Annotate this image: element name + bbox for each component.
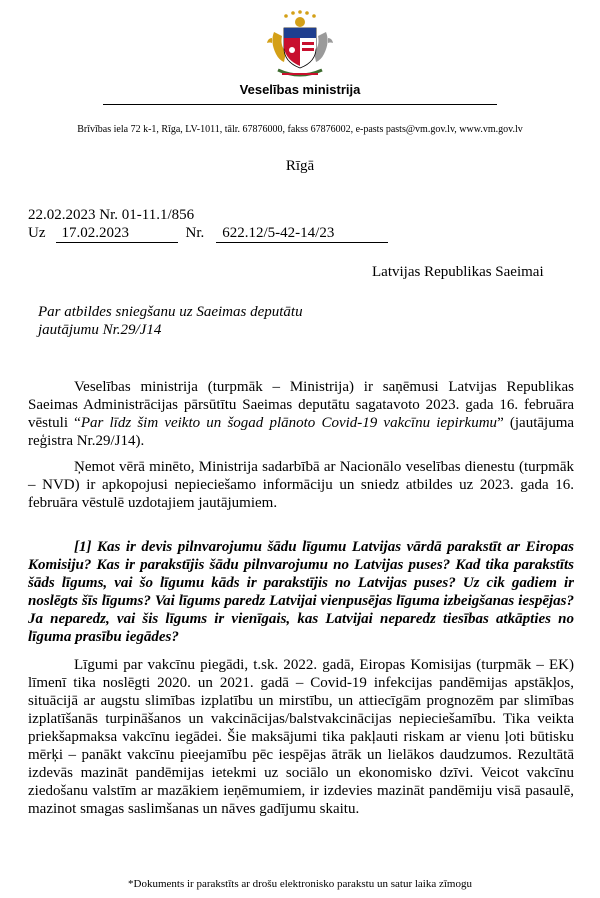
reference-number: 622.12/5-42-14/23 <box>216 225 388 243</box>
recipient: Latvijas Republikas Saeimai <box>372 264 544 280</box>
registration-line <box>28 206 194 224</box>
header-divider <box>103 104 497 105</box>
reference-line <box>28 224 388 243</box>
registration-date: 22.02.2023 <box>28 207 96 223</box>
letter-city: Rīgā <box>285 158 315 174</box>
question-1: [1] Kas ir devis pilnvarojumu šādu līgumu Latvijas vārdā parakstīt ar Eiropas Komisiju? Kas ir parakstījis šādu pilnvarojumu no Latvijas puses? Kad tika parakstīts šāds līgums, vai šo līgumu kāds ir parakstījis no Latvijas puses? Uz cik gadiem ir noslēgts šīs līgums? Vai līgums paredz Latvijai vienpusējas līguma izbeigšanas iespējas? Ja neparedz, vai šis līgums ir vienīgais, kas Latvijai neparedz tiesības atkāpties no līguma prasību iegādes? <box>28 539 574 645</box>
coat-of-arms-icon <box>264 8 336 80</box>
p1-letter-title: Par līdz šim veikto un šogad plānoto Covid-19 vakcīnu iepirkumu <box>80 415 498 431</box>
reference-date: 17.02.2023 <box>56 225 178 243</box>
registration-number-label: Nr. <box>99 207 118 223</box>
body-paragraph-3: Līgumi par vakcīnu piegādi, t.sk. 2022. gadā, Eiropas Komisijas (turpmāk – EK) līmenī tika noslēgti 2020. un 2021. gadā – Covid-19 infekcijas pandēmijas apstākļos, situācijā ar augstu slimības izplatību un mirstību, un attiecīgām prognozēm par slimības izplatīšanās turpināšanos un vakcinācijas/balstvakcinācijas nepieciešamību. Tika veikta priekšapmaksa vakcīnu iegādei. Šie maksājumi tika pakļauti riskam ar vienu ļoti būtisku mērķi – panākt vakcīnu pieejamību pēc iespējas ātrāk un lielākos daudzumos. Rezultātā izdevās mazināt pandēmijas ietekmi uz sociālo un ekonomisko dzīvi. Veicot vakcīnu ziedošanu valstīm ar mazākiem ieņēmumiem, ir izdevies mazināt pandēmiju visā pasaulē, mazinot smagas saslimšanas un nāves gadījumu skaitu. <box>28 657 574 817</box>
p1-text-a: Veselības ministrija (turpmāk – Ministrija) ir saņēmusi Latvijas Republikas Saeimas Administrācijas pārsūtītu Saeimas deputātu sagatavoto 2023. gada 16. februāra vēstuli “ <box>28 379 574 431</box>
registration-number: 01-11.1/856 <box>121 207 195 223</box>
ministry-name: Veselības ministrija <box>239 82 361 97</box>
body-paragraph-1 <box>28 378 574 450</box>
body-paragraph-2: Ņemot vērā minēto, Ministrija sadarbībā ar Nacionālo veselības dienestu (turpmāk – NVD) ir apkopojusi nepieciešamo informāciju un sniedz atbildes uz 2023. gada 16. februāra vēstulē uzdotajiem jautājumiem. <box>28 459 574 511</box>
reference-prefix: Uz <box>28 225 46 241</box>
contact-line: Brīvības iela 72 k-1, Rīga, LV-1011, tālr. 67876000, fakss 67876002, e-pasts pasts@vm.gov.lv, www.vm.gov.lv <box>77 124 523 135</box>
reference-number-label: Nr. <box>185 225 205 241</box>
p1-text-b: ” (jautājuma reģistra Nr.29/J14). <box>28 415 575 449</box>
signature-footnote: *Dokuments ir parakstīts ar drošu elektronisko parakstu un satur laika zīmogu <box>128 878 472 890</box>
letter-subject: Par atbildes sniegšanu uz Saeimas deputātu jautājumu Nr.29/J14 <box>38 304 303 338</box>
